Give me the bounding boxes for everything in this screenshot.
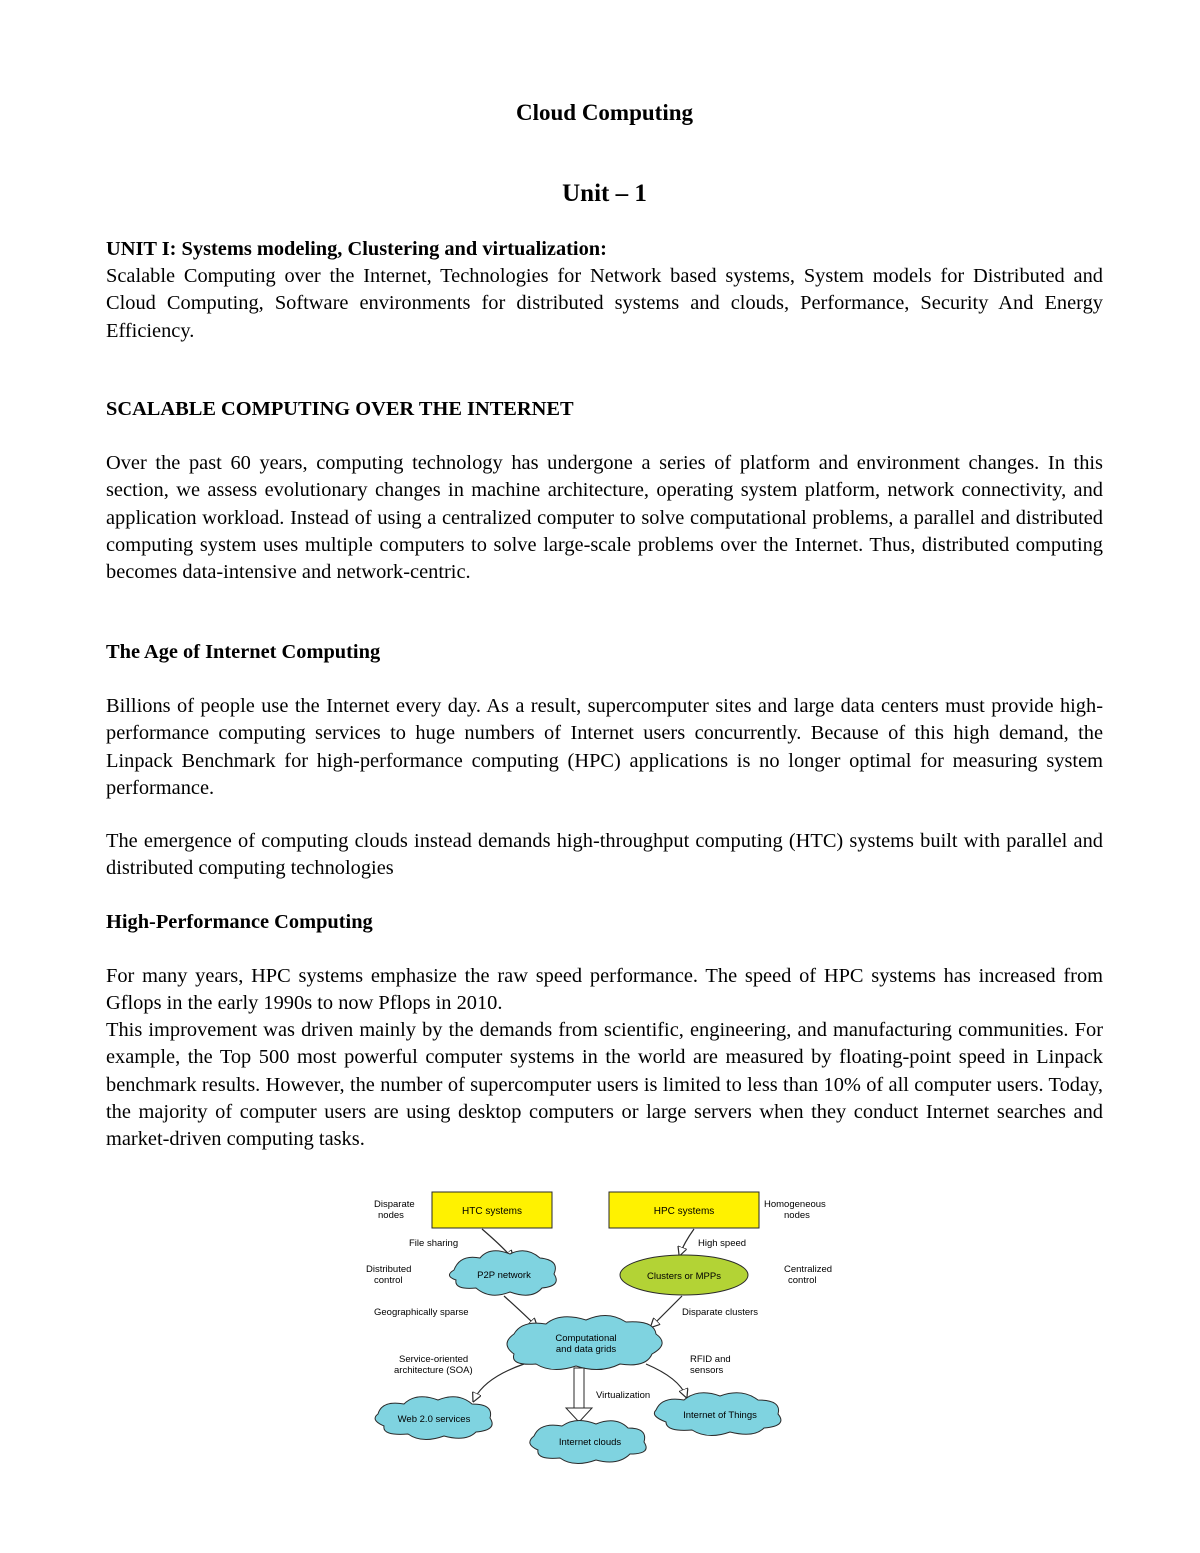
section-heading-hpc: High-Performance Computing — [106, 911, 373, 933]
grids-cloud — [507, 1315, 662, 1369]
internet-clouds — [530, 1420, 646, 1463]
iot-label: Internet of Things — [683, 1410, 757, 1421]
label-homogeneous-2: nodes — [784, 1210, 810, 1221]
label-high-speed: High speed — [698, 1238, 747, 1249]
htc-systems-label: HTC systems — [462, 1206, 522, 1217]
unit-heading: UNIT I: Systems modeling, Clustering and virtualization: — [106, 238, 607, 260]
label-rfid-1: RFID and — [690, 1354, 731, 1365]
internet-clouds-label: Internet clouds — [558, 1437, 622, 1448]
clusters-ellipse — [620, 1255, 748, 1295]
grids-label-1: Computational — [555, 1333, 617, 1344]
label-soa-2: architecture (SOA) — [394, 1365, 473, 1376]
label-virtualization: Virtualization — [596, 1390, 651, 1401]
label-distributed-control-1: Distributed — [366, 1264, 412, 1275]
hpc-systems-label: HPC systems — [653, 1206, 715, 1217]
section-heading-internet-age: The Age of Internet Computing — [106, 641, 381, 663]
unit-syllabus: Scalable Computing over the Internet, Technologies for Network based systems, System models for Distributed and Cloud Computing, Software environments for distributed systems and clouds, Performance, Security And Energy Efficiency. — [106, 265, 1103, 342]
web20-label: Web 2.0 services — [397, 1414, 471, 1425]
section-heading-scalable: SCALABLE COMPUTING OVER THE INTERNET — [106, 398, 574, 420]
label-rfid-2: sensors — [690, 1365, 724, 1376]
paragraph-hpc-1: For many years, HPC systems emphasize the raw speed performance. The speed of HPC systems has increased from Gflops in the early 1990s to now Pflops in 2010. — [106, 965, 1103, 1015]
label-disparate-nodes-1: Disparate — [374, 1199, 415, 1210]
paragraph-internet-age-1: Billions of people use the Internet every day. As a result, supercomputer sites and large data centers must provide high-performance computing services to huge numbers of Internet users concurrently. Because of this high demand, the Linpack Benchmark for high-performance computing (HPC) applications is no longer optimal for measuring system performance. — [106, 695, 1103, 799]
virtualization-arrow-head — [566, 1408, 592, 1422]
paragraph-internet-age-2: The emergence of computing clouds instead demands high-throughput computing (HTC) systems built with parallel and distributed computing technologies — [106, 830, 1103, 880]
iot-cloud — [654, 1393, 781, 1436]
label-homogeneous-1: Homogeneous — [764, 1199, 826, 1210]
document-title: Cloud Computing — [515, 100, 694, 125]
label-disparate-nodes-2: nodes — [378, 1210, 404, 1221]
paragraph-hpc-2: This improvement was driven mainly by the demands from scientific, engineering, and manufacturing communities. For example, the Top 500 most powerful computer systems in the world are measured by floating-point speed in Linpack benchmark results. However, the number of supercomputer users is limited to less than 10% of all computer users. Today, the majority of computer users are using desktop computers or large servers when they conduct Internet searches and market-driven computing tasks. — [106, 1019, 1103, 1151]
unit-title: Unit – 1 — [562, 180, 647, 207]
label-geographically-sparse: Geographically sparse — [374, 1307, 469, 1318]
label-disparate-clusters: Disparate clusters — [682, 1307, 759, 1318]
paragraph-scalable: Over the past 60 years, computing technology has undergone a series of platform and environment changes. In this section, we assess evolutionary changes in machine architecture, operating system platform, network connectivity, and application workload. Instead of using a centralized computer to solve computational problems, a parallel and distributed computing system uses multiple computers to solve large-scale problems over the Internet. Thus, distributed computing becomes data-intensive and network-centric. — [106, 452, 1103, 584]
label-soa-1: Service-oriented — [399, 1354, 469, 1365]
p2p-network-label: P2P network — [477, 1270, 531, 1281]
p2p-network-cloud — [449, 1251, 556, 1295]
grids-label-2: and data grids — [555, 1344, 617, 1355]
label-centralized-control-2: control — [788, 1275, 817, 1286]
computing-evolution-diagram — [364, 1188, 844, 1478]
web20-cloud — [375, 1397, 492, 1440]
virtualization-arrow-shaft — [574, 1368, 584, 1408]
clusters-label: Clusters or MPPs — [647, 1271, 721, 1282]
label-centralized-control-1: Centralized — [784, 1264, 833, 1275]
label-distributed-control-2: control — [374, 1275, 403, 1286]
label-file-sharing: File sharing — [409, 1238, 459, 1249]
